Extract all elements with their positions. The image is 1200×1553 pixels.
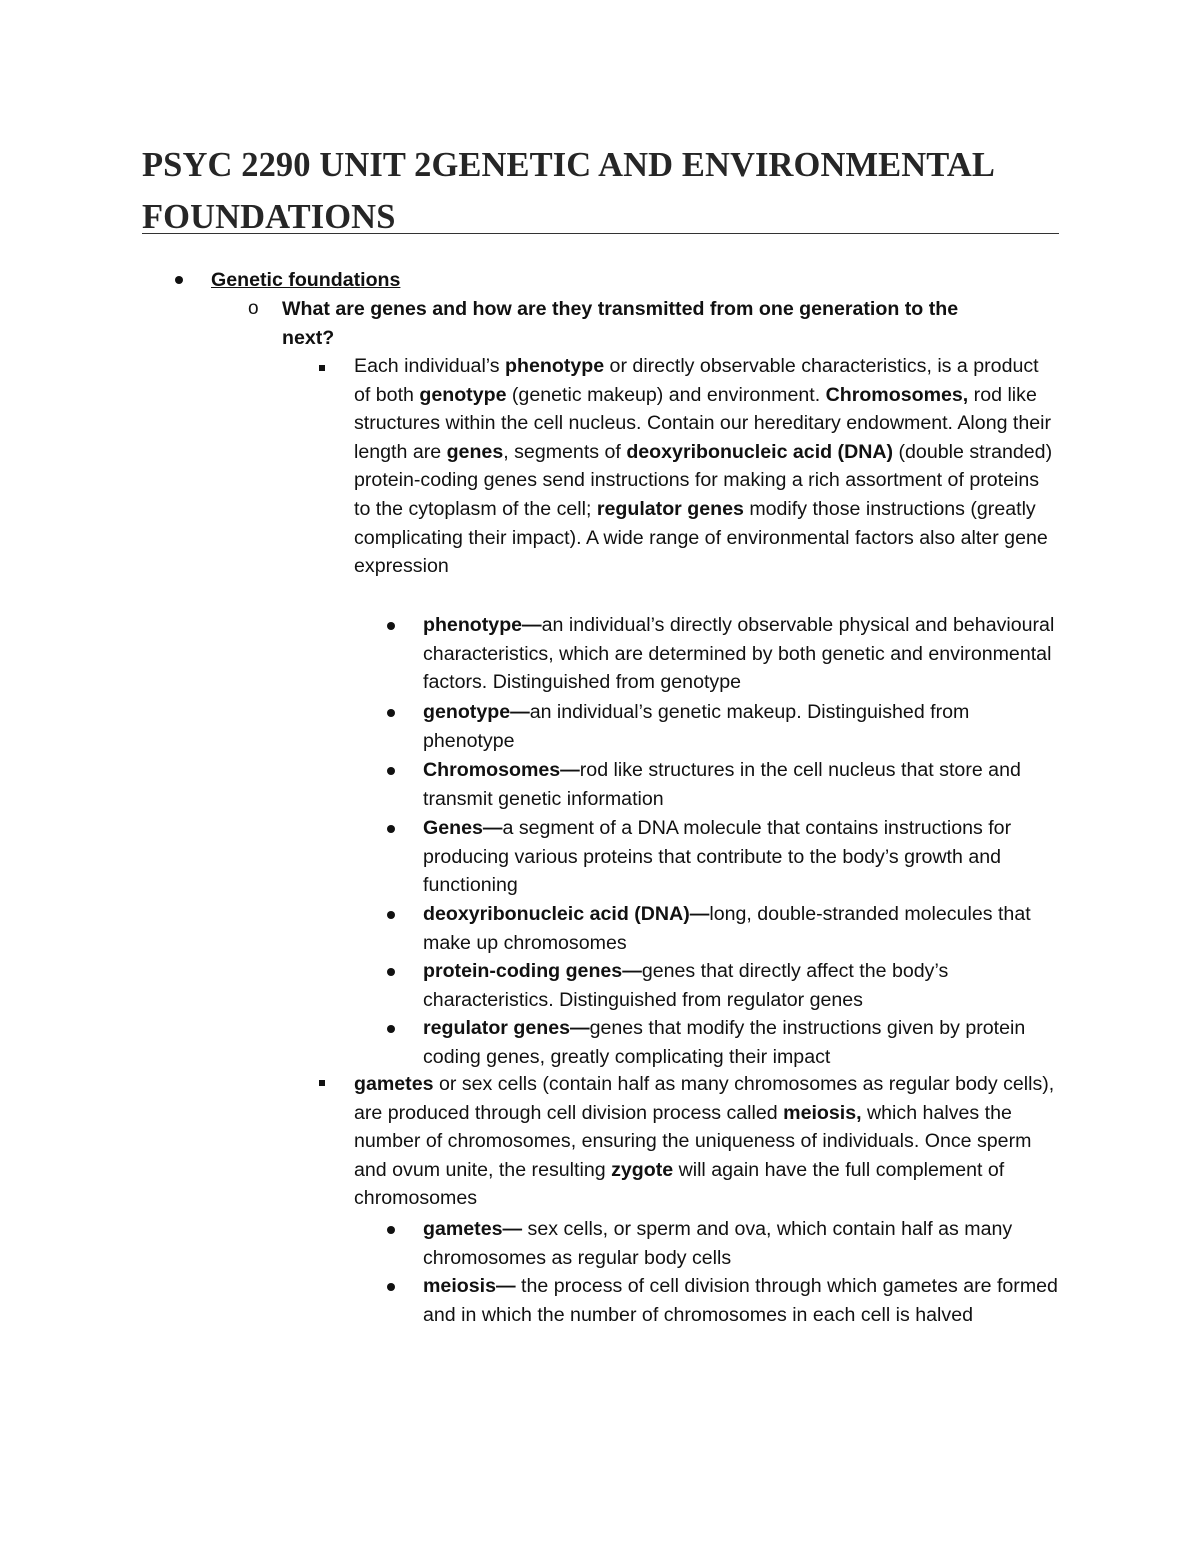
definition-term: gametes— xyxy=(423,1218,523,1240)
definition-item xyxy=(423,1215,1063,1272)
bullet-square-icon xyxy=(319,1080,325,1086)
section-heading: Genetic foundations xyxy=(211,269,401,291)
bold-term: genes xyxy=(446,440,504,463)
paragraph-gametes xyxy=(354,1070,1059,1213)
text-run: , segments of xyxy=(503,440,627,463)
bullet-disc-icon xyxy=(387,709,395,717)
definition-term: genotype— xyxy=(423,701,530,723)
document-title: PSYC 2290 UNIT 2GENETIC AND ENVIRONMENTAL FOUNDATIONS xyxy=(142,146,994,236)
definition-text: a segment of a DNA molecule that contains instructions for producing various proteins that contribute to the body’s growth and functioning xyxy=(423,817,1012,897)
paragraph-phenotype-genotype xyxy=(354,352,1054,581)
text-run: Each individual’s xyxy=(354,355,506,377)
bullet-disc-icon xyxy=(387,622,395,630)
bullet-disc-icon xyxy=(387,1283,395,1291)
bullet-square-icon xyxy=(319,365,325,371)
bold-term: genotype xyxy=(419,383,507,406)
bullet-disc-icon xyxy=(387,1025,395,1033)
definition-text: rod like structures in the cell nucleus that store and transmit genetic information xyxy=(423,759,1021,810)
definition-term: phenotype— xyxy=(423,614,542,636)
text-run: or directly observable characteristics, is a product of both xyxy=(354,355,1039,406)
definition-text: genes that modify the instructions given by protein coding genes, greatly complicating their impact xyxy=(423,1017,1026,1068)
bullet-disc-icon xyxy=(387,968,395,976)
bold-term: Chromosomes, xyxy=(825,383,969,406)
title-underline xyxy=(142,233,1059,234)
definition-text: an individual’s genetic makeup. Distinguished from phenotype xyxy=(423,701,970,752)
bold-term: meiosis, xyxy=(783,1101,862,1124)
definition-item xyxy=(423,814,1063,900)
bullet-disc-icon xyxy=(387,767,395,775)
text-run: (genetic makeup) and environment. xyxy=(506,383,826,406)
text-run: will again have the full complement of chromosomes xyxy=(354,1158,1005,1210)
bold-term: phenotype xyxy=(505,355,605,377)
question-text: What are genes and how are they transmitted from one generation to the next? xyxy=(282,298,959,349)
definition-term: Chromosomes— xyxy=(423,759,580,781)
bold-term: deoxyribonucleic acid (DNA) xyxy=(626,440,894,463)
bullet-circle-icon: o xyxy=(248,298,259,319)
bullet-disc-icon xyxy=(175,276,183,284)
definition-term: regulator genes— xyxy=(423,1017,590,1039)
definition-item xyxy=(423,900,1063,957)
definition-text: an individual’s directly observable physical and behavioural characteristics, which are determined by both genetic and environmental factors. Distinguished from genotype xyxy=(423,614,1055,694)
text-run: rod like structures within the cell nucleus. Contain our hereditary endowment. Along their length are xyxy=(354,383,1052,463)
bullet-disc-icon xyxy=(387,825,395,833)
definition-term: Genes— xyxy=(423,817,503,839)
definition-term: protein-coding genes— xyxy=(423,960,642,982)
definition-item xyxy=(423,611,1063,697)
definition-text: long, double-stranded molecules that make up chromosomes xyxy=(423,903,1031,954)
text-run: modify those instructions (greatly complicating their impact). A wide range of environmental factors also alter gene expression xyxy=(354,497,1048,578)
definition-term: meiosis— xyxy=(423,1275,516,1297)
bold-term: regulator genes xyxy=(596,497,744,520)
definition-item xyxy=(423,1272,1063,1329)
text-run: (double stranded) protein-coding genes send instructions for making a rich assortment of proteins to the cytoplasm of the cell; xyxy=(354,440,1053,520)
definition-item xyxy=(423,1014,1063,1071)
definition-item xyxy=(423,698,1063,755)
definition-term: deoxyribonucleic acid (DNA)— xyxy=(423,903,710,925)
text-run: or sex cells (contain half as many chromosomes as regular body cells), are produced through cell division process called xyxy=(354,1073,1055,1124)
definition-text: genes that directly affect the body’s characteristics. Distinguished from regulator genes xyxy=(423,960,949,1011)
definition-item xyxy=(423,756,1063,813)
bold-term: zygote xyxy=(611,1158,674,1181)
definition-text: sex cells, or sperm and ova, which contain half as many chromosomes as regular body cells xyxy=(423,1218,1013,1269)
text-run: which halves the number of chromosomes, ensuring the uniqueness of individuals. Once sperm and ovum unite, the resulting xyxy=(354,1101,1032,1181)
definition-item xyxy=(423,957,1063,1014)
bullet-disc-icon xyxy=(387,1226,395,1234)
bullet-disc-icon xyxy=(387,911,395,919)
bold-term: gametes xyxy=(354,1073,434,1095)
definition-text: the process of cell division through which gametes are formed and in which the number of chromosomes in each cell is halved xyxy=(423,1275,1058,1326)
